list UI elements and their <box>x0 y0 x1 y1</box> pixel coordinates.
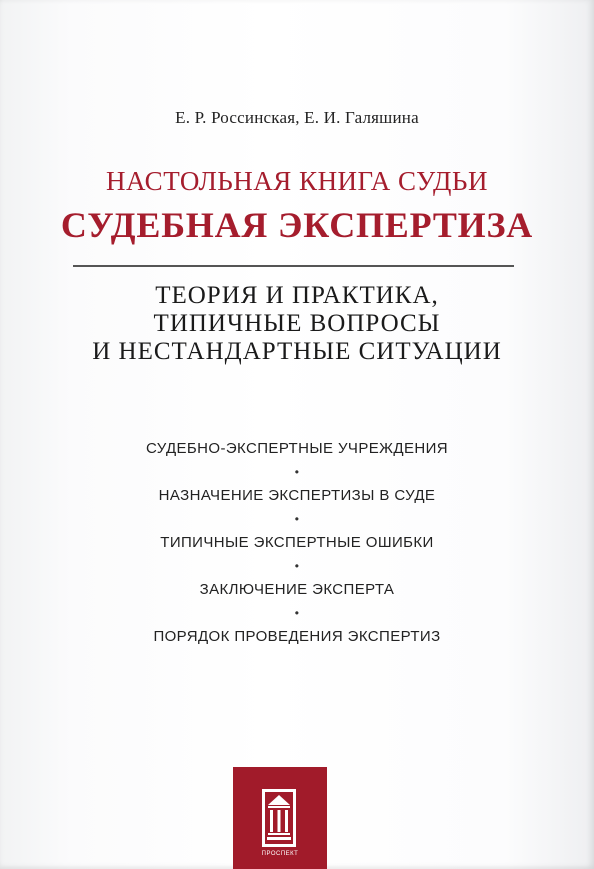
subtitle-line: И НЕСТАНДАРТНЫЕ СИТУАЦИИ <box>92 338 502 365</box>
series-title: НАСТОЛЬНАЯ КНИГА СУДЬИ <box>106 166 488 196</box>
subtitle-line: ТИПИЧНЫЕ ВОПРОСЫ <box>153 310 441 337</box>
bullet-separator: • <box>294 606 300 620</box>
subtitle-line: ТЕОРИЯ И ПРАКТИКА, <box>155 282 439 309</box>
topic-item: ЗАКЛЮЧЕНИЕ ЭКСПЕРТА <box>199 581 395 598</box>
subtitle <box>0 282 594 366</box>
authors: Е. Р. Россинская, Е. И. Галяшина <box>175 108 419 127</box>
topic-item: ТИПИЧНЫЕ ЭКСПЕРТНЫЕ ОШИБКИ <box>160 534 434 551</box>
publisher-block <box>233 767 327 869</box>
topic-item: ПОРЯДОК ПРОВЕДЕНИЯ ЭКСПЕРТИЗ <box>153 628 441 645</box>
topic-item: НАЗНАЧЕНИЕ ЭКСПЕРТИЗЫ В СУДЕ <box>158 487 436 504</box>
bullet-separator: • <box>294 559 300 573</box>
topic-item: СУДЕБНО-ЭКСПЕРТНЫЕ УЧРЕЖДЕНИЯ <box>145 440 449 457</box>
book-title: СУДЕБНАЯ ЭКСПЕРТИЗА <box>60 205 534 245</box>
topics-list <box>0 438 594 648</box>
title-divider <box>73 265 514 267</box>
bullet-separator: • <box>294 512 300 526</box>
columned-building-icon <box>262 789 296 847</box>
bullet-separator: • <box>294 465 300 479</box>
publisher-name: ПРОСПЕКТ <box>261 851 299 857</box>
